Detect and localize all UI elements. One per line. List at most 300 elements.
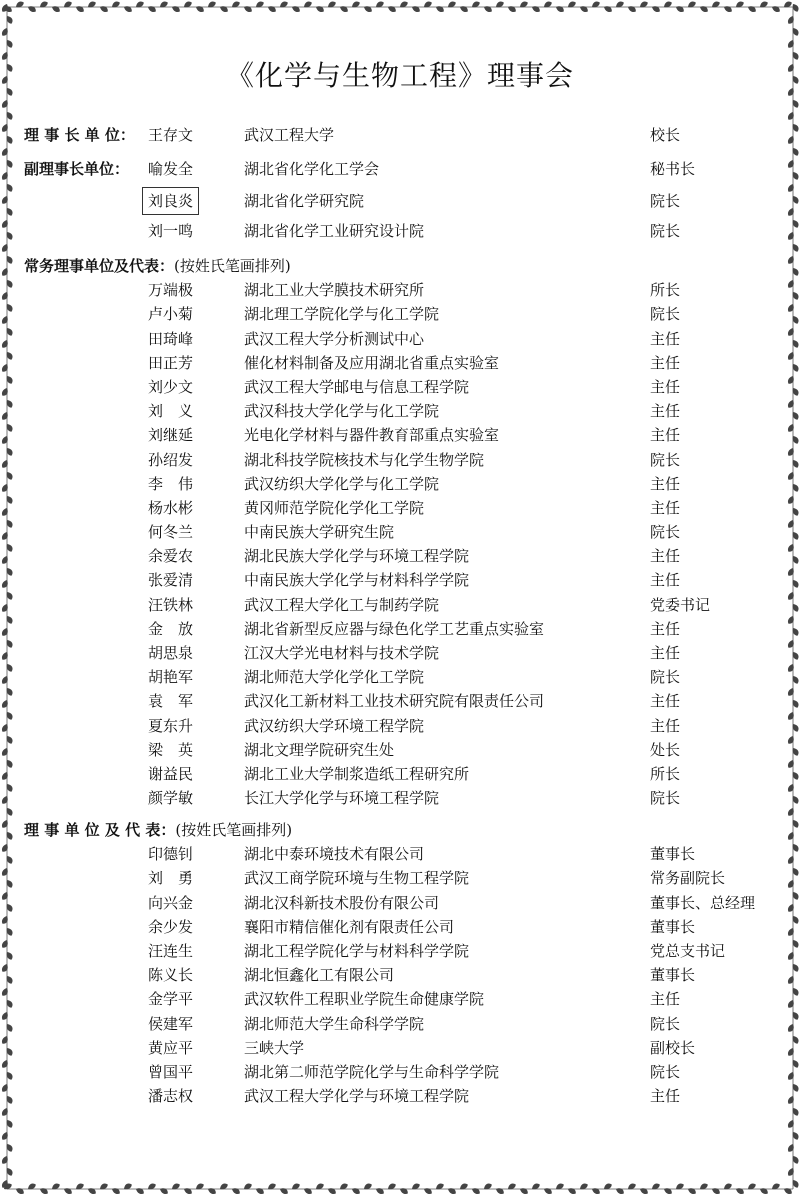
member-org: 武汉纺织大学化学与化工学院 — [244, 474, 440, 493]
border-leaf — [787, 447, 796, 457]
member-org: 三峡大学 — [244, 1038, 305, 1057]
border-leaf — [5, 711, 14, 721]
border-leaf — [39, 0, 49, 9]
member-row — [24, 472, 784, 496]
border-leaf — [1, 987, 10, 997]
border-leaf — [435, 4, 445, 13]
member-position: 董事长 — [650, 966, 696, 985]
border-leaf — [5, 279, 14, 289]
member-position: 主任 — [650, 353, 681, 372]
member-name: 汪铁林 — [148, 595, 194, 614]
border-leaf — [411, 4, 421, 13]
border-leaf — [1, 123, 10, 133]
border-leaf — [787, 1167, 796, 1177]
border-leaf — [495, 1186, 505, 1195]
member-name: 李 伟 — [148, 474, 194, 493]
border-leaf — [787, 399, 796, 409]
border-leaf — [787, 39, 796, 49]
member-position: 院长 — [650, 789, 681, 808]
border-leaf — [5, 807, 14, 817]
border-leaf — [471, 0, 481, 9]
border-leaf — [75, 4, 85, 13]
member-position: 所长 — [650, 764, 681, 783]
border-leaf — [735, 1186, 745, 1195]
border-leaf — [791, 1131, 800, 1141]
border-leaf — [723, 1182, 733, 1191]
sort-note: (按姓氏笔画排列) — [174, 257, 291, 275]
member-name: 喻发全 — [148, 160, 194, 178]
member-org: 湖北第二师范学院化学与生命科学学院 — [244, 1062, 500, 1081]
member-org: 光电化学材料与器件教育部重点实验室 — [244, 426, 500, 445]
border-leaf — [1, 795, 10, 805]
border-leaf — [171, 1182, 181, 1191]
border-leaf — [791, 603, 800, 613]
chairman-section — [24, 123, 784, 147]
border-leaf — [747, 4, 757, 13]
border-leaf — [339, 1182, 349, 1191]
member-name: 刘继延 — [148, 426, 194, 445]
border-leaf — [1, 27, 10, 37]
border-leaf — [5, 567, 14, 577]
border-leaf — [791, 507, 800, 517]
member-org: 长江大学化学与环境工程学院 — [244, 789, 440, 808]
member-row — [24, 327, 784, 351]
border-leaf — [5, 495, 14, 505]
border-leaf — [787, 327, 796, 337]
border-leaf — [5, 39, 14, 49]
member-position: 院长 — [650, 1014, 681, 1033]
border-leaf — [787, 303, 796, 313]
member-name: 刘一鸣 — [148, 222, 194, 241]
border-leaf — [791, 123, 800, 133]
border-leaf — [787, 207, 796, 217]
member-name: 颜学敏 — [148, 789, 194, 808]
border-leaf — [15, 1186, 25, 1195]
member-name: 曾国平 — [148, 1062, 194, 1081]
border-leaf — [5, 855, 14, 865]
member-name: 向兴金 — [148, 893, 194, 912]
border-leaf — [787, 543, 796, 553]
border-leaf — [791, 1155, 800, 1165]
member-row — [24, 351, 784, 375]
member-name: 谢益民 — [148, 764, 194, 783]
border-leaf — [791, 387, 800, 397]
border-leaf — [627, 1182, 637, 1191]
border-leaf — [787, 687, 796, 697]
border-leaf — [791, 867, 800, 877]
member-position: 副校长 — [650, 1038, 696, 1057]
border-leaf — [87, 0, 97, 9]
border-leaf — [1, 195, 10, 205]
border-leaf — [147, 1182, 157, 1191]
member-org: 湖北中泰环境技术有限公司 — [244, 845, 425, 864]
border-leaf — [5, 327, 14, 337]
member-name: 陈义长 — [148, 966, 194, 985]
border-leaf — [303, 0, 313, 9]
border-leaf — [787, 1143, 796, 1153]
border-leaf — [791, 1083, 800, 1093]
member-position: 校长 — [650, 126, 681, 144]
border-leaf — [375, 1186, 385, 1195]
border-leaf — [723, 4, 733, 13]
border-leaf — [555, 1182, 565, 1191]
border-leaf — [1, 1179, 10, 1189]
border-leaf — [507, 4, 517, 13]
member-org: 武汉工商学院环境与生物工程学院 — [244, 869, 470, 888]
border-leaf — [459, 4, 469, 13]
member-position: 主任 — [650, 571, 681, 590]
member-row — [24, 641, 784, 665]
border-leaf — [787, 615, 796, 625]
border-leaf — [1, 339, 10, 349]
border-leaf — [787, 807, 796, 817]
border-leaf — [5, 591, 14, 601]
member-org: 湖北工业大学制浆造纸工程研究所 — [244, 764, 470, 783]
member-name: 何冬兰 — [148, 523, 194, 542]
vice-chairman-row — [24, 219, 784, 243]
border-leaf — [787, 711, 796, 721]
border-leaf — [791, 219, 800, 229]
member-position: 院长 — [650, 668, 681, 687]
council-header — [24, 818, 784, 842]
standing-section — [24, 254, 784, 810]
standing-list — [24, 278, 784, 810]
border-leaf — [411, 1182, 421, 1191]
member-row — [24, 617, 784, 641]
border-leaf — [519, 0, 529, 9]
border-leaf — [471, 1186, 481, 1195]
border-leaf — [787, 423, 796, 433]
border-leaf — [531, 4, 541, 13]
border-leaf — [787, 255, 796, 265]
member-row — [24, 302, 784, 326]
member-position: 常务副院长 — [650, 869, 726, 888]
border-leaf — [147, 4, 157, 13]
member-org: 武汉软件工程职业学院生命健康学院 — [244, 990, 485, 1009]
border-leaf — [5, 783, 14, 793]
border-leaf — [1, 1155, 10, 1165]
border-leaf — [711, 1186, 721, 1195]
border-leaf — [219, 4, 229, 13]
border-leaf — [5, 135, 14, 145]
member-position: 主任 — [650, 402, 681, 421]
border-leaf — [207, 0, 217, 9]
border-leaf — [791, 339, 800, 349]
border-leaf — [791, 1059, 800, 1069]
border-leaf — [787, 183, 796, 193]
border-leaf — [183, 1186, 193, 1195]
border-leaf — [267, 4, 277, 13]
border-leaf — [5, 951, 14, 961]
member-name: 夏东升 — [148, 716, 194, 735]
member-org: 湖北科技学院核技术与化学生物学院 — [244, 450, 485, 469]
border-leaf — [27, 4, 37, 13]
border-leaf — [791, 411, 800, 421]
border-leaf — [1, 531, 10, 541]
member-org: 湖北民族大学化学与环境工程学院 — [244, 547, 470, 566]
border-leaf — [787, 231, 796, 241]
border-leaf — [3, 1182, 13, 1191]
border-leaf — [1, 147, 10, 157]
border-leaf — [291, 4, 301, 13]
border-leaf — [543, 0, 553, 9]
border-leaf — [123, 1182, 133, 1191]
border-leaf — [1, 843, 10, 853]
border-leaf — [787, 855, 796, 865]
border-leaf — [1, 219, 10, 229]
member-name: 余少发 — [148, 917, 194, 936]
border-leaf — [787, 279, 796, 289]
border-leaf — [5, 15, 14, 25]
border-leaf — [663, 0, 673, 9]
border-leaf — [1, 627, 10, 637]
border-leaf — [267, 1182, 277, 1191]
border-leaf — [303, 1186, 313, 1195]
border-leaf — [63, 0, 73, 9]
border-leaf — [675, 4, 685, 13]
border-leaf — [1, 459, 10, 469]
border-leaf — [791, 1011, 800, 1021]
member-org: 中南民族大学化学与材料科学学院 — [244, 571, 470, 590]
border-leaf — [5, 399, 14, 409]
member-org: 湖北文理学院研究生处 — [244, 740, 395, 759]
border-leaf — [791, 627, 800, 637]
border-leaf — [255, 1186, 265, 1195]
border-leaf — [171, 4, 181, 13]
border-leaf — [787, 591, 796, 601]
border-leaf — [1, 1035, 10, 1045]
border-leaf — [791, 699, 800, 709]
border-leaf — [483, 4, 493, 13]
member-row — [24, 544, 784, 568]
member-org: 湖北师范大学生命科学学院 — [244, 1014, 425, 1033]
border-leaf — [363, 1182, 373, 1191]
border-leaf — [231, 1186, 241, 1195]
border-leaf — [759, 1186, 769, 1195]
border-leaf — [603, 4, 613, 13]
member-position: 主任 — [650, 426, 681, 445]
member-org: 湖北师范大学化学化工学院 — [244, 668, 425, 687]
council-label — [24, 818, 292, 842]
border-leaf — [791, 435, 800, 445]
member-row — [24, 520, 784, 544]
border-leaf — [1, 483, 10, 493]
border-leaf — [787, 159, 796, 169]
border-leaf — [1, 243, 10, 253]
member-row — [24, 399, 784, 423]
member-org: 湖北省新型反应器与绿色化学工艺重点实验室 — [244, 619, 545, 638]
border-leaf — [5, 1047, 14, 1057]
border-leaf — [375, 0, 385, 9]
member-name: 卢小菊 — [148, 305, 194, 324]
border-leaf — [603, 1182, 613, 1191]
border-leaf — [5, 111, 14, 121]
border-leaf — [123, 4, 133, 13]
council-section — [24, 818, 784, 1108]
member-org: 湖北工程学院化学与材料科学学院 — [244, 941, 470, 960]
border-leaf — [531, 1182, 541, 1191]
border-leaf — [787, 951, 796, 961]
member-position: 院长 — [650, 222, 681, 241]
border-leaf — [787, 1023, 796, 1033]
border-leaf — [315, 1182, 325, 1191]
border-leaf — [787, 1047, 796, 1057]
border-leaf — [279, 1186, 289, 1195]
border-leaf — [1, 1131, 10, 1141]
border-leaf — [159, 0, 169, 9]
border-leaf — [1, 867, 10, 877]
border-leaf — [579, 1182, 589, 1191]
border-leaf — [51, 1182, 61, 1191]
border-leaf — [555, 4, 565, 13]
border-leaf — [791, 315, 800, 325]
border-leaf — [5, 183, 14, 193]
member-row — [24, 915, 784, 939]
border-leaf — [5, 303, 14, 313]
border-leaf — [327, 0, 337, 9]
vice-chairman-section — [24, 157, 784, 244]
member-org: 湖北恒鑫化工有限公司 — [244, 966, 395, 985]
border-leaf — [787, 1095, 796, 1105]
border-leaf — [1, 387, 10, 397]
border-leaf — [1, 939, 10, 949]
page-title: 《化学与生物工程》理事会 — [225, 59, 574, 92]
border-leaf — [1, 435, 10, 445]
border-leaf — [195, 1182, 205, 1191]
border-leaf — [5, 159, 14, 169]
border-leaf — [791, 195, 800, 205]
standing-label-text: 常务理事单位及代表： — [24, 257, 175, 275]
border-leaf — [771, 4, 781, 13]
border-leaf — [5, 423, 14, 433]
member-name: 刘少文 — [148, 377, 194, 396]
border-leaf — [447, 1186, 457, 1195]
member-name: 刘 义 — [148, 402, 194, 421]
border-leaf — [791, 987, 800, 997]
member-name: 刘 勇 — [148, 869, 194, 888]
council-list — [24, 842, 784, 1108]
border-leaf — [51, 4, 61, 13]
border-leaf — [791, 963, 800, 973]
member-row — [24, 939, 784, 963]
member-row — [24, 278, 784, 302]
border-leaf — [567, 0, 577, 9]
member-row — [24, 448, 784, 472]
border-leaf — [5, 519, 14, 529]
border-leaf — [1, 603, 10, 613]
border-leaf — [5, 975, 14, 985]
border-leaf — [1, 1011, 10, 1021]
border-leaf — [5, 999, 14, 1009]
border-leaf — [791, 531, 800, 541]
member-row — [24, 842, 784, 866]
border-leaf — [5, 879, 14, 889]
member-row — [24, 568, 784, 592]
border-leaf — [351, 0, 361, 9]
border-leaf — [651, 1182, 661, 1191]
member-org: 江汉大学光电材料与技术学院 — [244, 644, 440, 662]
border-leaf — [687, 1186, 697, 1195]
border-leaf — [1, 507, 10, 517]
member-org: 湖北理工学院化学与化工学院 — [244, 305, 440, 324]
border-leaf — [787, 783, 796, 793]
member-row — [24, 786, 784, 810]
border-leaf — [787, 135, 796, 145]
member-position: 院长 — [650, 523, 681, 542]
sort-note: (按姓氏笔画排列) — [175, 821, 293, 839]
border-leaf — [5, 1167, 14, 1177]
border-leaf — [791, 675, 800, 685]
border-leaf — [5, 207, 14, 217]
border-leaf — [231, 0, 241, 9]
member-row — [24, 891, 784, 915]
border-leaf — [791, 723, 800, 733]
border-leaf — [787, 351, 796, 361]
member-position: 院长 — [650, 1062, 681, 1081]
member-position: 所长 — [650, 281, 681, 300]
border-leaf — [3, 4, 13, 13]
border-leaf — [791, 267, 800, 277]
border-leaf — [99, 1182, 109, 1191]
border-leaf — [5, 351, 14, 361]
member-row — [24, 375, 784, 399]
border-leaf — [1, 1107, 10, 1117]
border-leaf — [327, 1186, 337, 1195]
border-leaf — [387, 1182, 397, 1191]
member-org: 武汉工程大学分析测试中心 — [244, 329, 425, 348]
border-leaf — [1, 3, 10, 13]
member-name: 黄应平 — [148, 1038, 194, 1057]
border-leaf — [243, 4, 253, 13]
border-leaf — [1, 315, 10, 325]
member-name: 印德钊 — [148, 845, 194, 864]
member-row — [24, 866, 784, 890]
member-org: 湖北省化学研究院 — [244, 192, 365, 211]
border-leaf — [111, 0, 121, 9]
member-org: 武汉工程大学邮电与信息工程学院 — [244, 377, 470, 396]
border-leaf — [791, 147, 800, 157]
border-leaf — [87, 1186, 97, 1195]
border-leaf — [5, 471, 14, 481]
member-name: 田正芳 — [148, 353, 194, 372]
border-leaf — [99, 4, 109, 13]
border-leaf — [15, 0, 25, 9]
member-name: 金学平 — [148, 990, 194, 1009]
border-leaf — [483, 1182, 493, 1191]
member-org: 武汉纺织大学环境工程学院 — [244, 716, 425, 735]
border-leaf — [315, 4, 325, 13]
border-leaf — [5, 255, 14, 265]
border-leaf — [399, 0, 409, 9]
border-leaf — [615, 1186, 625, 1195]
member-position: 党总支书记 — [650, 941, 726, 960]
border-leaf — [1, 819, 10, 829]
border-leaf — [747, 1182, 757, 1191]
border-leaf — [363, 4, 373, 13]
member-position: 党委书记 — [650, 595, 711, 614]
border-leaf — [5, 231, 14, 241]
border-leaf — [791, 939, 800, 949]
member-row — [24, 423, 784, 447]
border-leaf — [787, 495, 796, 505]
member-name: 胡思泉 — [148, 644, 194, 662]
border-leaf — [1, 363, 10, 373]
border-leaf — [639, 0, 649, 9]
border-leaf — [787, 903, 796, 913]
border-leaf — [783, 0, 793, 9]
border-leaf — [423, 0, 433, 9]
border-leaf — [1, 555, 10, 565]
